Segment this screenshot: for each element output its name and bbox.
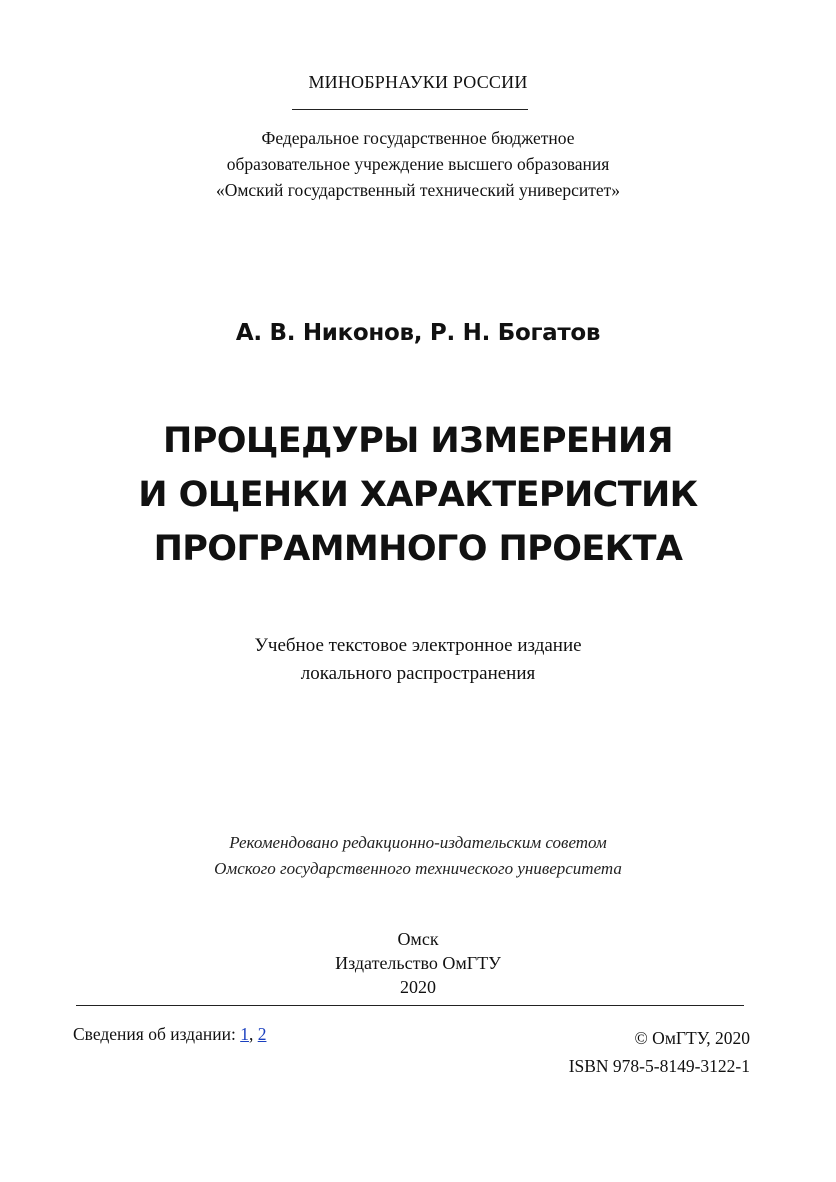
publisher-city: Омск bbox=[397, 929, 439, 949]
recommendation-line-1: Рекомендовано редакционно-издательским советом bbox=[229, 833, 607, 852]
footer-divider bbox=[76, 1005, 744, 1006]
authors: А. В. Никонов, Р. Н. Богатов bbox=[235, 320, 601, 346]
recommendation-note bbox=[0, 830, 836, 882]
ministry-name: МИНОБРНАУКИ РОССИИ bbox=[308, 72, 528, 92]
header-divider bbox=[292, 109, 528, 110]
edition-info-label: Сведения об издании: bbox=[73, 1024, 236, 1044]
edition-type bbox=[0, 632, 836, 688]
copyright-block bbox=[569, 1024, 750, 1080]
isbn: ISBN 978-5-8149-3122-1 bbox=[568, 1056, 750, 1076]
publisher-block bbox=[0, 927, 836, 999]
edition-info bbox=[73, 1024, 266, 1045]
publisher-year: 2020 bbox=[400, 977, 436, 997]
title-line-1: ПРОЦЕДУРЫ ИЗМЕРЕНИЯ bbox=[163, 421, 673, 461]
edition-info-separator: , bbox=[248, 1024, 254, 1044]
institution-line-1: Федеральное государственное бюджетное bbox=[261, 128, 575, 148]
edition-info-link-2[interactable]: 2 bbox=[257, 1024, 267, 1044]
recommendation-line-2: Омского государственного технического университета bbox=[214, 859, 622, 878]
institution-line-3: «Омский государственный технический университет» bbox=[215, 180, 621, 200]
publisher-name: Издательство ОмГТУ bbox=[335, 953, 501, 973]
edition-line-1: Учебное текстовое электронное издание bbox=[254, 635, 582, 656]
edition-line-2: локального распространения bbox=[300, 663, 536, 684]
copyright: © ОмГТУ, 2020 bbox=[634, 1028, 750, 1048]
edition-info-link-1[interactable]: 1 bbox=[240, 1024, 249, 1044]
institution-name bbox=[0, 125, 836, 203]
title-line-3: ПРОГРАММНОГО ПРОЕКТА bbox=[153, 529, 683, 569]
title-line-2: И ОЦЕНКИ ХАРАКТЕРИСТИК bbox=[138, 475, 698, 515]
book-title bbox=[0, 414, 836, 576]
institution-line-2: образовательное учреждение высшего образования bbox=[226, 154, 610, 174]
